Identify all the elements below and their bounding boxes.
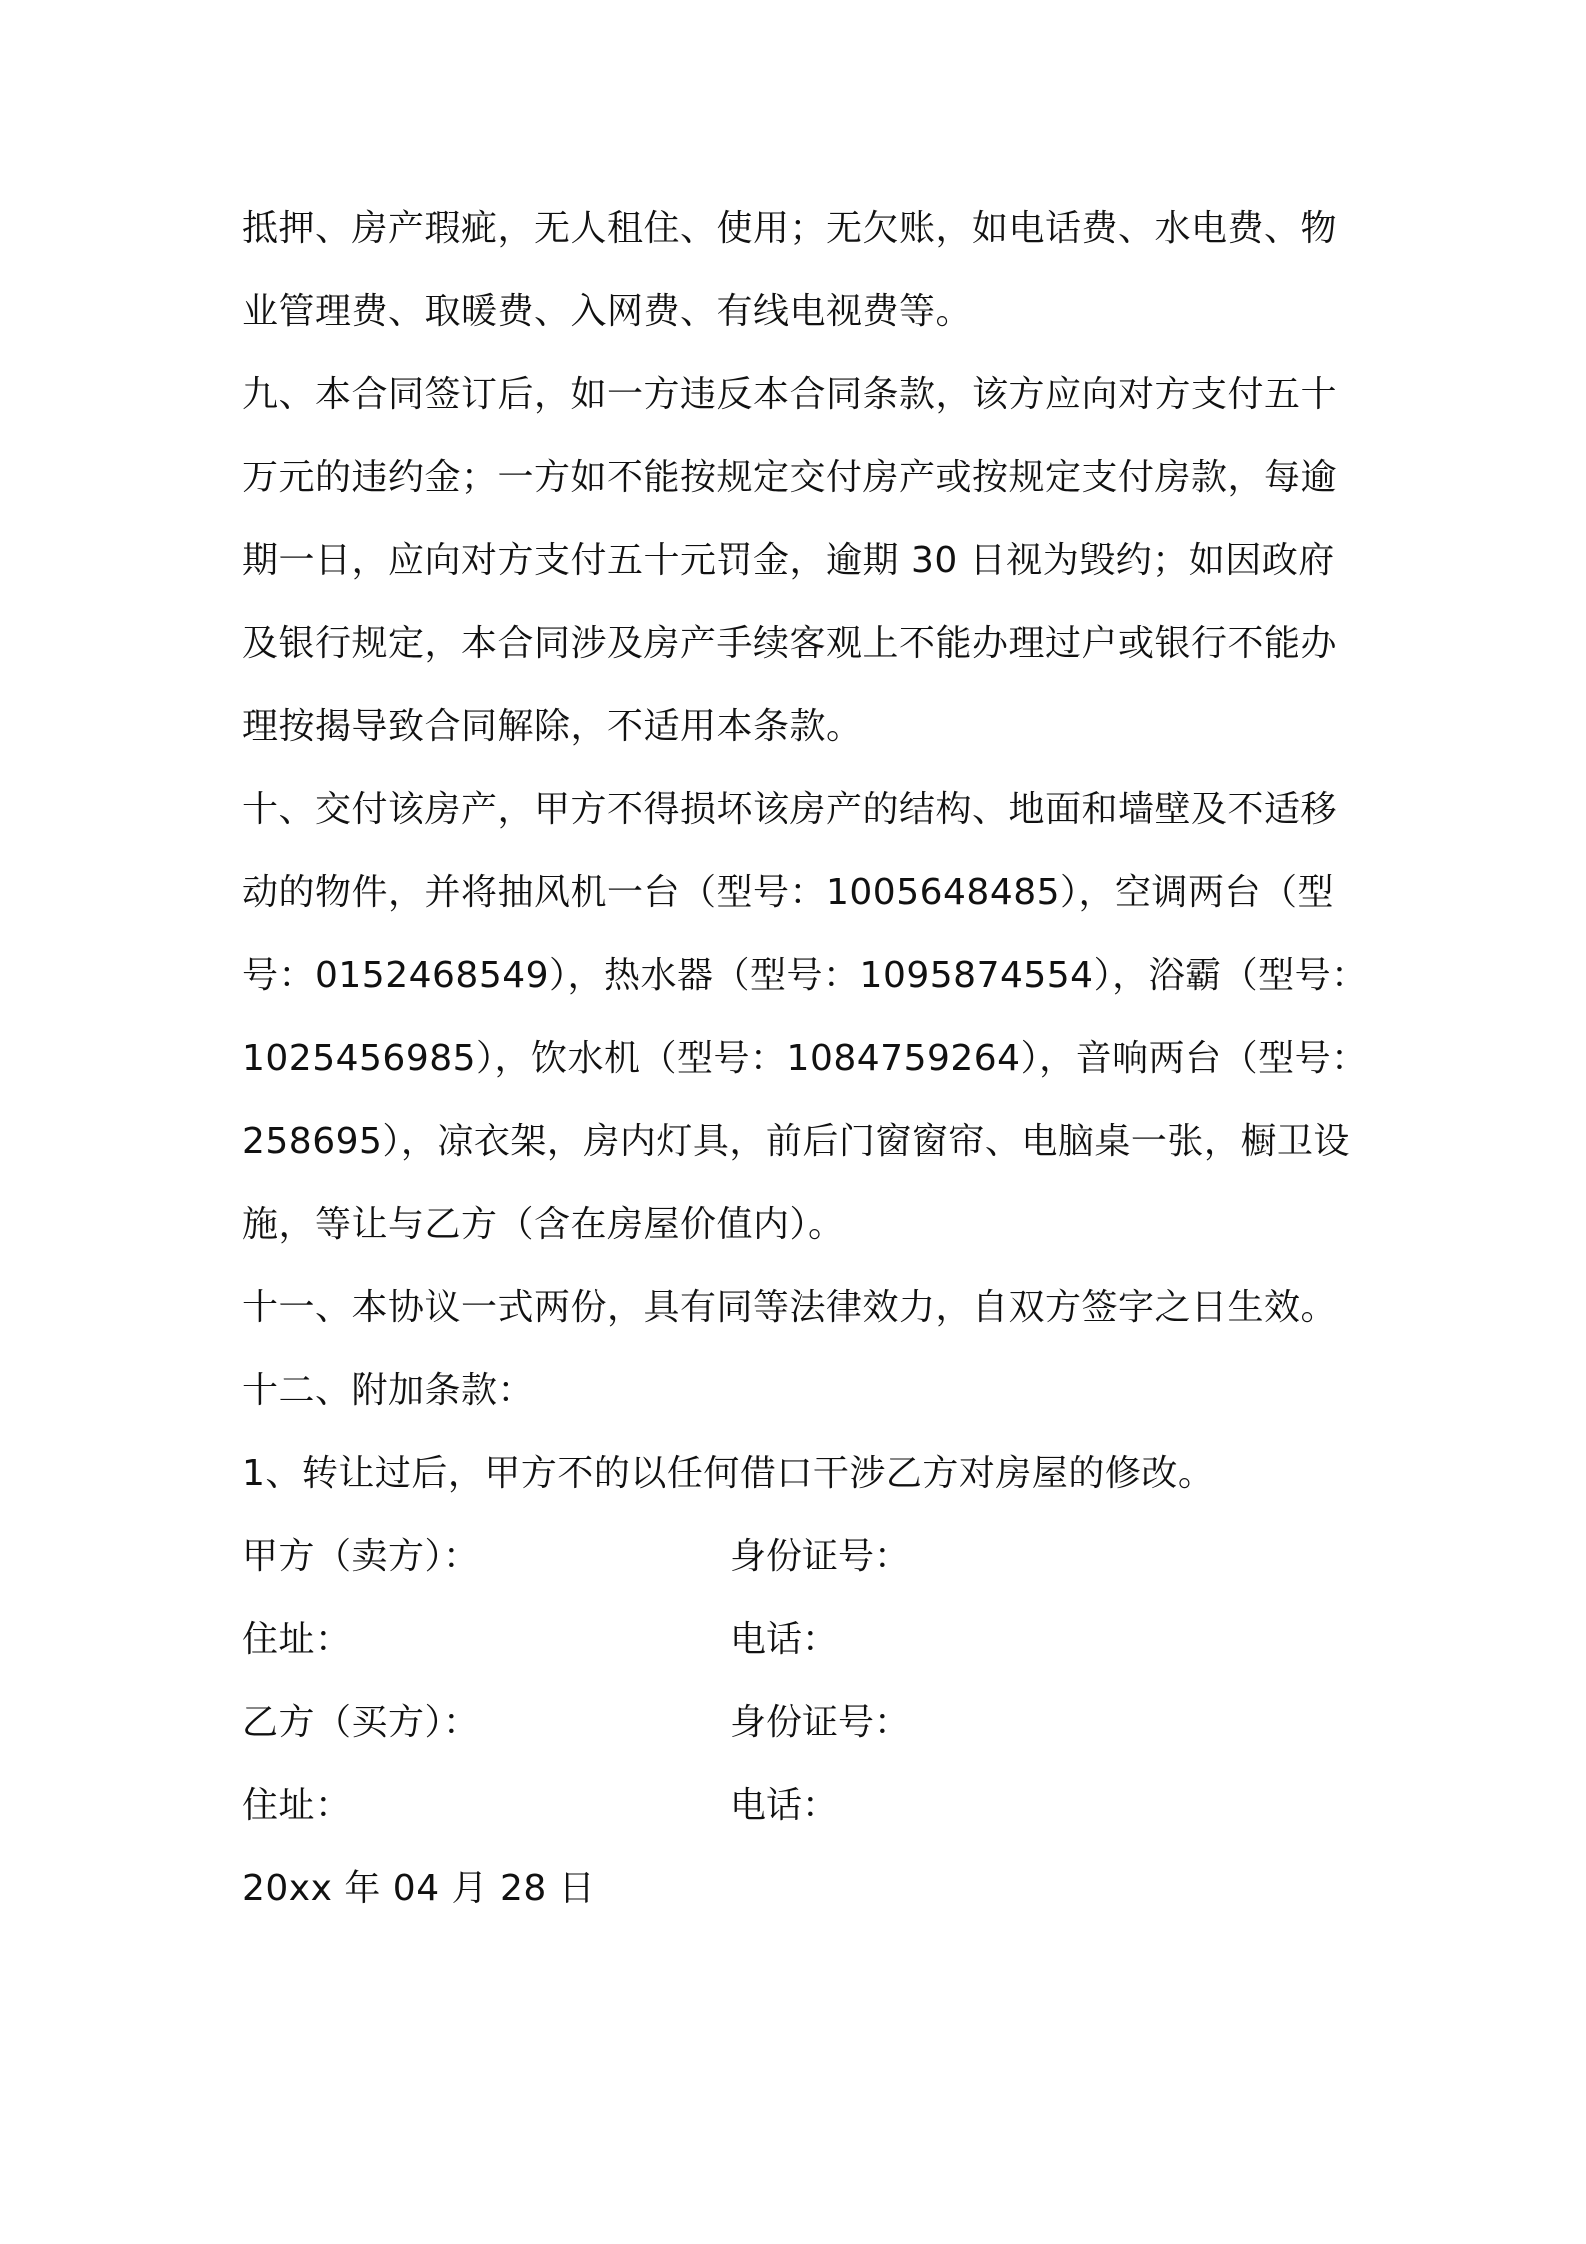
body-line: 1025456985），饮水机（型号：1084759264），音响两台（型号：: [242, 1038, 1368, 1079]
buyer-phone-label: 电话：: [730, 1785, 839, 1826]
body-line: 理按揭导致合同解除，不适用本条款。: [242, 706, 863, 747]
buyer-address-label: 住址：: [242, 1785, 352, 1826]
seller-phone-label: 电话：: [730, 1619, 839, 1660]
buyer-id-label: 身份证号：: [730, 1702, 911, 1743]
clause-twelve-heading: 十二、附加条款：: [242, 1370, 535, 1411]
contract-date: 20xx 年 04 月 28 日: [242, 1868, 596, 1909]
buyer-label: 乙方（买方）：: [242, 1702, 480, 1743]
body-line: 及银行规定，本合同涉及房产手续客观上不能办理过户或银行不能办: [242, 623, 1338, 664]
clause-nine-line: 九、本合同签订后，如一方违反本合同条款，该方应向对方支付五十: [242, 374, 1338, 415]
seller-address-label: 住址：: [242, 1619, 352, 1660]
body-line: 抵押、房产瑕疵，无人租住、使用；无欠账，如电话费、水电费、物: [242, 208, 1338, 249]
body-line: 万元的违约金；一方如不能按规定交付房产或按规定支付房款，每逾: [242, 457, 1338, 498]
clause-ten-line: 十、交付该房产，甲方不得损坏该房产的结构、地面和墙壁及不适移: [242, 789, 1338, 830]
body-line: 258695），凉衣架，房内灯具，前后门窗窗帘、电脑桌一张，橱卫设: [242, 1121, 1350, 1162]
body-line: 动的物件，并将抽风机一台（型号：1005648485），空调两台（型: [242, 872, 1335, 913]
body-line: 业管理费、取暖费、入网费、有线电视费等。: [242, 291, 973, 332]
seller-label: 甲方（卖方）：: [242, 1536, 480, 1577]
seller-id-label: 身份证号：: [730, 1536, 911, 1577]
clause-eleven-line: 十一、本协议一式两份，具有同等法律效力，自双方签字之日生效。: [242, 1287, 1338, 1328]
body-line: 期一日，应向对方支付五十元罚金，逾期 30 日视为毁约；如因政府: [242, 540, 1335, 581]
body-line: 施，等让与乙方（含在房屋价值内）。: [242, 1204, 845, 1245]
additional-term-1: 1、转让过后，甲方不的以任何借口干涉乙方对房屋的修改。: [242, 1453, 1215, 1494]
body-line: 号：0152468549），热水器（型号：1095874554），浴霸（型号：: [242, 955, 1368, 996]
